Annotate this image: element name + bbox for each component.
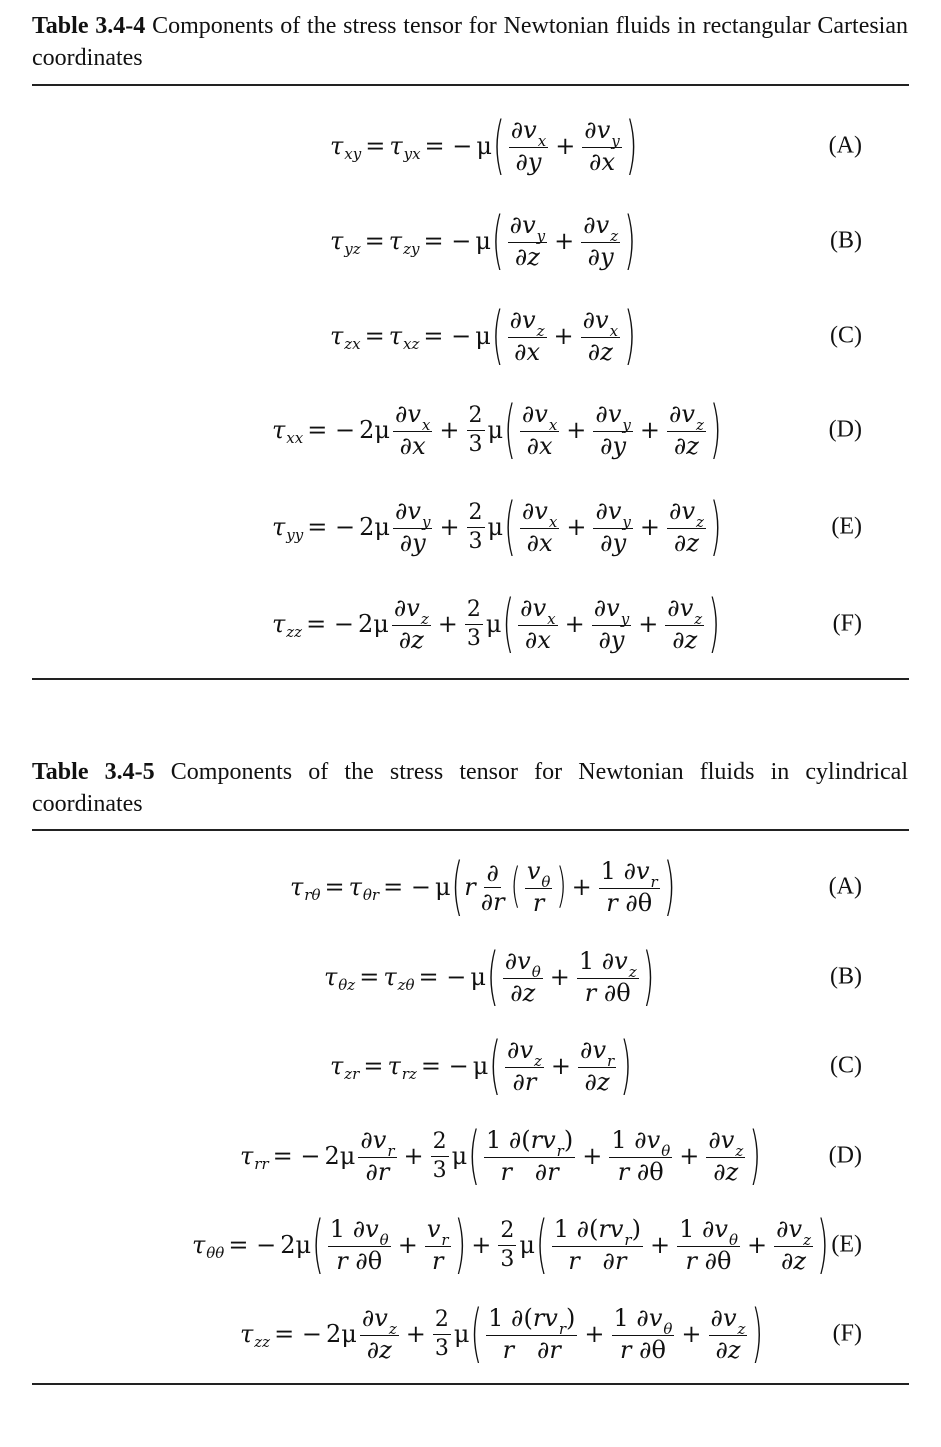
equation-row — [32, 1029, 909, 1103]
equation-label: (A) — [828, 132, 862, 159]
equation-label: (E) — [831, 513, 862, 540]
equation-label: (D) — [828, 1142, 862, 1169]
table-caption-cylindrical — [32, 756, 908, 820]
equation-row — [32, 850, 909, 924]
equation-row — [32, 1297, 909, 1371]
equation-row — [32, 1208, 909, 1282]
equation-label: (C) — [830, 1052, 862, 1079]
equation-tau-zr: τ zr = τ rz = − μ ( $\frac{\partial v_z}{\partial r}$ + $\frac{\partial v_r}{\partial z}$ ) — [330, 1029, 632, 1103]
equation-tau-yy: τ yy = − 2μ $\frac{\partial v_y}{\partial y}$ + $\frac{2}{3}$ μ ( $\frac{\partial v_x}{\partial x}$ + $\frac{\partial v_y}{\partial y}$ + $\frac{\partial v_z}{\partial z}$ ) — [272, 490, 722, 564]
equation-row — [32, 1119, 909, 1193]
equation-tau-zx: τ zx = τ xz = − μ ( $\frac{\partial v_z}{\partial x}$ + $\frac{\partial v_x}{\partial z}$ ) — [330, 299, 636, 373]
equation-row — [32, 587, 909, 661]
table-caption-text: Components of the stress tensor for Newtonian fluids in rectangular Cartesian coordinates — [32, 13, 908, 71]
equation-tau-r-theta: τ rθ = τ θr = − μ ( r $\frac{\partial}{\partial r}$ ( $\frac{v_\theta}{r}$ ) + $\frac{1 \partial v_r}{r \partial\theta}$ ) — [290, 850, 676, 924]
equation-row — [32, 204, 909, 278]
equation-row — [32, 490, 909, 564]
equation-tau-theta-theta: τ θθ = − 2μ ( $\frac{1 \partial v_\theta}{r \partial\theta}$ + $\frac{v_r}{r}$ ) + $\frac{2}{3}$ μ ( $\frac{1 \partial(rv_r)}{r \partial r}$ + $\frac{1 \partial v_\theta}{r \partial\theta}$ + $\frac{\partial v_z}{\partial z}$ ) — [192, 1208, 829, 1282]
top-rule — [32, 829, 909, 831]
equation-tau-zz-cyl: τ zz = − 2μ $\frac{\partial v_z}{\partial z}$ + $\frac{2}{3}$ μ ( $\frac{1 \partial(rv_r)}{r \partial r}$ + $\frac{1 \partial v_\theta}{r \partial\theta}$ + $\frac{\partial v_z}{\partial z}$ ) — [240, 1297, 764, 1371]
top-rule — [32, 84, 909, 86]
equation-label: (B) — [830, 963, 862, 990]
table-caption-cartesian — [32, 10, 908, 74]
equation-label: (F) — [832, 1320, 862, 1347]
equation-tau-yz: τ yz = τ zy = − μ ( $\frac{\partial v_y}{\partial z}$ + $\frac{\partial v_z}{\partial y}$ ) — [330, 204, 636, 278]
bottom-rule — [32, 1383, 909, 1385]
equation-label: (B) — [830, 227, 862, 254]
equation-label: (E) — [831, 1231, 862, 1258]
equation-tau-xx: τ xx = − 2μ $\frac{\partial v_x}{\partial x}$ + $\frac{2}{3}$ μ ( $\frac{\partial v_x}{\partial x}$ + $\frac{\partial v_y}{\partial y}$ + $\frac{\partial v_z}{\partial z}$ ) — [272, 393, 722, 467]
table-number: Table 3.4-4 — [32, 13, 146, 39]
table-caption-text: Components of the stress tensor for Newtonian fluids in cylindrical coordinates — [32, 759, 909, 817]
equation-label: (A) — [828, 873, 862, 900]
equation-row — [32, 393, 909, 467]
equation-row — [32, 940, 909, 1014]
equation-row — [32, 299, 909, 373]
table-number: Table 3.4-5 — [32, 759, 155, 785]
equation-row — [32, 109, 909, 183]
equation-tau-xy: τ xy = τ yx = − μ ( $\frac{\partial v_x}{\partial y}$ + $\frac{\partial v_y}{\partial x}$ ) — [330, 109, 638, 183]
equation-tau-rr: τ rr = − 2μ $\frac{\partial v_r}{\partial r}$ + $\frac{2}{3}$ μ ( $\frac{1 \partial(rv_r)}{r \partial r}$ + $\frac{1 \partial v_\theta}{r \partial\theta}$ + $\frac{\partial v_z}{\partial z}$ ) — [240, 1119, 761, 1193]
equation-tau-theta-z: τ θz = τ zθ = − μ ( $\frac{\partial v_\theta}{\partial z}$ + $\frac{1 \partial v_z}{r \partial\theta}$ ) — [324, 940, 655, 1014]
equation-label: (C) — [830, 322, 862, 349]
equation-tau-zz: τ zz = − 2μ $\frac{\partial v_z}{\partial z}$ + $\frac{2}{3}$ μ ( $\frac{\partial v_x}{\partial x}$ + $\frac{\partial v_y}{\partial y}$ + $\frac{\partial v_z}{\partial z}$ ) — [272, 587, 720, 661]
equation-label: (D) — [828, 416, 862, 443]
bottom-rule — [32, 678, 909, 680]
equation-label: (F) — [832, 610, 862, 637]
